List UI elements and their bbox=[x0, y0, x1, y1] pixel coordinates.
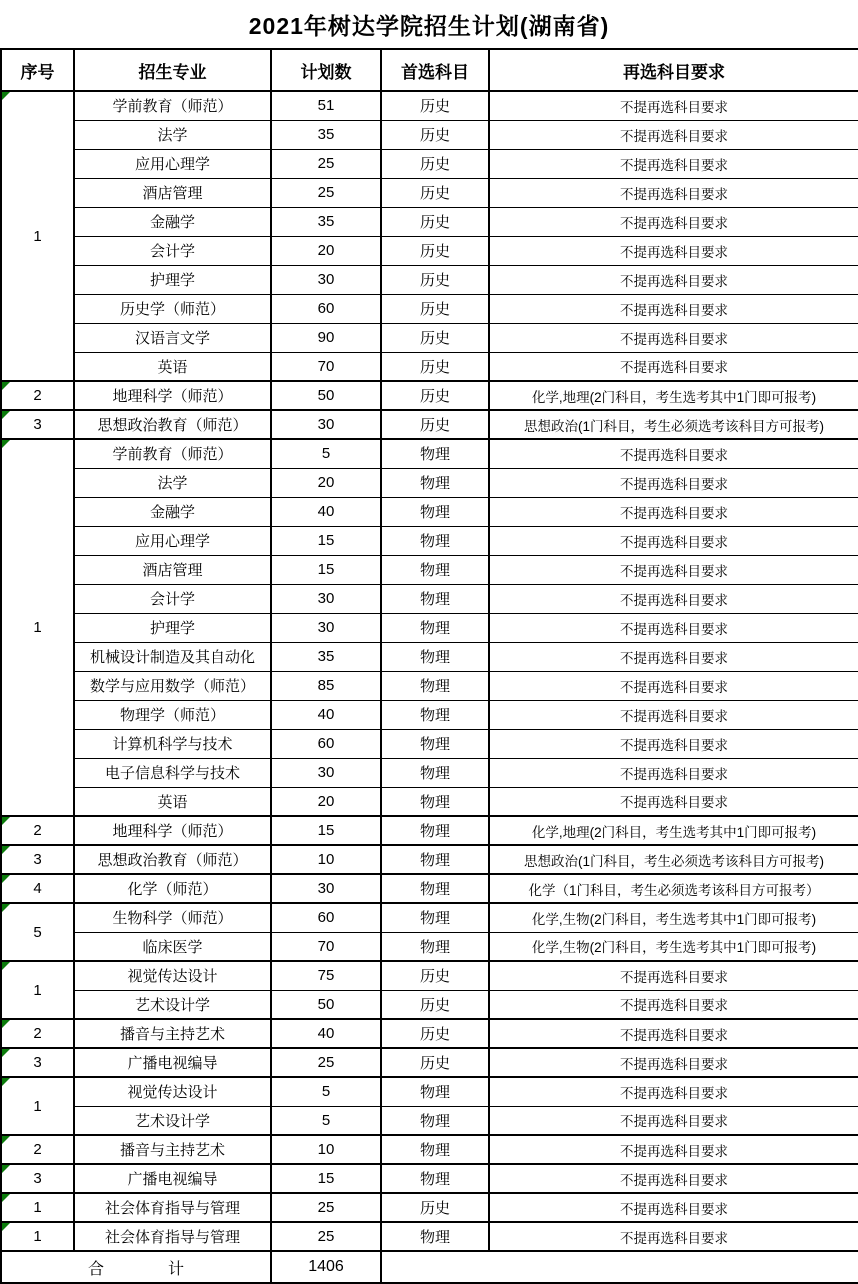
serial-number-cell bbox=[1, 1164, 74, 1193]
first-subject-cell: 物理 bbox=[381, 1077, 489, 1106]
table-row bbox=[1, 497, 858, 526]
total-label-cell: 合 计 bbox=[1, 1251, 271, 1283]
plan-count-cell: 40 bbox=[271, 1019, 381, 1048]
serial-number-cell bbox=[1, 381, 74, 410]
plan-count-cell: 25 bbox=[271, 1193, 381, 1222]
total-value-cell: 1406 bbox=[271, 1251, 381, 1283]
table-row bbox=[1, 816, 858, 845]
first-subject-cell: 物理 bbox=[381, 845, 489, 874]
serial-number: 1 bbox=[33, 1097, 42, 1115]
header-major: 招生专业 bbox=[74, 49, 271, 91]
table-row bbox=[1, 468, 858, 497]
first-subject-cell: 历史 bbox=[381, 91, 489, 120]
requirement-cell: 不提再选科目要求 bbox=[489, 1135, 858, 1164]
plan-count-cell: 35 bbox=[271, 120, 381, 149]
serial-number-cell bbox=[1, 1193, 74, 1222]
requirement-cell: 不提再选科目要求 bbox=[489, 207, 858, 236]
table-row bbox=[1, 671, 858, 700]
plan-count-cell: 10 bbox=[271, 845, 381, 874]
table-row bbox=[1, 903, 858, 932]
first-subject-cell: 物理 bbox=[381, 787, 489, 816]
major-cell: 应用心理学 bbox=[74, 526, 271, 555]
plan-count-cell: 70 bbox=[271, 352, 381, 381]
major-cell: 思想政治教育（师范） bbox=[74, 410, 271, 439]
first-subject-cell: 物理 bbox=[381, 584, 489, 613]
serial-number-cell bbox=[1, 903, 74, 961]
plan-count-cell: 25 bbox=[271, 178, 381, 207]
header-plan-count: 计划数 bbox=[271, 49, 381, 91]
serial-number-cell bbox=[1, 410, 74, 439]
total-row bbox=[1, 1251, 858, 1283]
first-subject-cell: 历史 bbox=[381, 961, 489, 990]
major-cell: 地理科学（师范） bbox=[74, 381, 271, 410]
requirement-cell: 不提再选科目要求 bbox=[489, 1106, 858, 1135]
requirement-cell: 化学,地理(2门科目，考生选考其中1门即可报考) bbox=[489, 816, 858, 845]
serial-number: 3 bbox=[33, 1170, 42, 1187]
green-triangle-icon bbox=[2, 1165, 10, 1173]
serial-number: 2 bbox=[33, 387, 42, 404]
plan-count-cell: 35 bbox=[271, 642, 381, 671]
table-row bbox=[1, 845, 858, 874]
requirement-cell: 不提再选科目要求 bbox=[489, 1164, 858, 1193]
first-subject-cell: 物理 bbox=[381, 1106, 489, 1135]
requirement-cell: 思想政治(1门科目，考生必须选考该科目方可报考) bbox=[489, 410, 858, 439]
green-triangle-icon bbox=[2, 411, 10, 419]
serial-number: 2 bbox=[33, 1141, 42, 1158]
first-subject-cell: 历史 bbox=[381, 294, 489, 323]
table-row bbox=[1, 555, 858, 584]
green-triangle-icon bbox=[2, 1223, 10, 1231]
requirement-cell: 不提再选科目要求 bbox=[489, 729, 858, 758]
major-cell: 艺术设计学 bbox=[74, 1106, 271, 1135]
first-subject-cell: 物理 bbox=[381, 468, 489, 497]
serial-number: 2 bbox=[33, 822, 42, 839]
first-subject-cell: 物理 bbox=[381, 497, 489, 526]
requirement-cell: 不提再选科目要求 bbox=[489, 1048, 858, 1077]
serial-number: 1 bbox=[33, 619, 42, 636]
first-subject-cell: 历史 bbox=[381, 120, 489, 149]
major-cell: 法学 bbox=[74, 468, 271, 497]
plan-count-cell: 40 bbox=[271, 497, 381, 526]
green-triangle-icon bbox=[2, 875, 10, 883]
major-cell: 英语 bbox=[74, 787, 271, 816]
table-row bbox=[1, 613, 858, 642]
plan-count-cell: 75 bbox=[271, 961, 381, 990]
first-subject-cell: 历史 bbox=[381, 1193, 489, 1222]
serial-number: 3 bbox=[33, 851, 42, 868]
requirement-cell: 不提再选科目要求 bbox=[489, 439, 858, 468]
requirement-cell: 不提再选科目要求 bbox=[489, 120, 858, 149]
major-cell: 物理学（师范） bbox=[74, 700, 271, 729]
plan-count-cell: 5 bbox=[271, 1106, 381, 1135]
table-row bbox=[1, 352, 858, 381]
serial-number-cell bbox=[1, 91, 74, 381]
requirement-cell: 不提再选科目要求 bbox=[489, 1019, 858, 1048]
first-subject-cell: 物理 bbox=[381, 1164, 489, 1193]
requirement-cell: 不提再选科目要求 bbox=[489, 178, 858, 207]
plan-count-cell: 70 bbox=[271, 932, 381, 961]
major-cell: 酒店管理 bbox=[74, 178, 271, 207]
first-subject-cell: 物理 bbox=[381, 526, 489, 555]
first-subject-cell: 历史 bbox=[381, 381, 489, 410]
requirement-cell: 不提再选科目要求 bbox=[489, 91, 858, 120]
plan-count-cell: 85 bbox=[271, 671, 381, 700]
requirement-cell: 不提再选科目要求 bbox=[489, 584, 858, 613]
green-triangle-icon bbox=[2, 817, 10, 825]
requirement-cell: 不提再选科目要求 bbox=[489, 700, 858, 729]
major-cell: 护理学 bbox=[74, 265, 271, 294]
plan-count-cell: 15 bbox=[271, 555, 381, 584]
major-cell: 地理科学（师范） bbox=[74, 816, 271, 845]
table-row bbox=[1, 700, 858, 729]
table-row bbox=[1, 294, 858, 323]
table-row bbox=[1, 381, 858, 410]
header-first-subject: 首选科目 bbox=[381, 49, 489, 91]
major-cell: 社会体育指导与管理 bbox=[74, 1222, 271, 1251]
plan-count-cell: 25 bbox=[271, 1048, 381, 1077]
green-triangle-icon bbox=[2, 846, 10, 854]
table-row bbox=[1, 1164, 858, 1193]
table-row bbox=[1, 410, 858, 439]
major-cell: 酒店管理 bbox=[74, 555, 271, 584]
table-row bbox=[1, 961, 858, 990]
requirement-cell: 不提再选科目要求 bbox=[489, 265, 858, 294]
plan-count-cell: 25 bbox=[271, 1222, 381, 1251]
major-cell: 会计学 bbox=[74, 236, 271, 265]
plan-count-cell: 35 bbox=[271, 207, 381, 236]
green-triangle-icon bbox=[2, 904, 10, 912]
serial-number: 3 bbox=[33, 1054, 42, 1071]
requirement-cell: 不提再选科目要求 bbox=[489, 758, 858, 787]
first-subject-cell: 历史 bbox=[381, 1019, 489, 1048]
plan-count-cell: 10 bbox=[271, 1135, 381, 1164]
requirement-cell: 不提再选科目要求 bbox=[489, 555, 858, 584]
plan-count-cell: 15 bbox=[271, 526, 381, 555]
major-cell: 金融学 bbox=[74, 207, 271, 236]
major-cell: 汉语言文学 bbox=[74, 323, 271, 352]
first-subject-cell: 物理 bbox=[381, 700, 489, 729]
green-triangle-icon bbox=[2, 962, 10, 970]
plan-count-cell: 30 bbox=[271, 584, 381, 613]
plan-count-cell: 50 bbox=[271, 990, 381, 1019]
plan-count-cell: 30 bbox=[271, 265, 381, 294]
serial-number-cell bbox=[1, 845, 74, 874]
first-subject-cell: 物理 bbox=[381, 932, 489, 961]
first-subject-cell: 物理 bbox=[381, 1135, 489, 1164]
serial-number: 1 bbox=[33, 1228, 42, 1245]
serial-number-cell bbox=[1, 1222, 74, 1251]
requirement-cell: 不提再选科目要求 bbox=[489, 787, 858, 816]
plan-count-cell: 60 bbox=[271, 294, 381, 323]
requirement-cell: 不提再选科目要求 bbox=[489, 642, 858, 671]
requirement-cell: 化学,生物(2门科目，考生选考其中1门即可报考) bbox=[489, 932, 858, 961]
first-subject-cell: 物理 bbox=[381, 874, 489, 903]
table-row bbox=[1, 729, 858, 758]
plan-count-cell: 20 bbox=[271, 787, 381, 816]
table-row bbox=[1, 932, 858, 961]
major-cell: 视觉传达设计 bbox=[74, 1077, 271, 1106]
green-triangle-icon bbox=[2, 1078, 10, 1086]
requirement-cell: 不提再选科目要求 bbox=[489, 1222, 858, 1251]
table-footer bbox=[1, 1251, 858, 1283]
serial-number: 5 bbox=[33, 923, 42, 941]
major-cell: 会计学 bbox=[74, 584, 271, 613]
requirement-cell: 不提再选科目要求 bbox=[489, 149, 858, 178]
major-cell: 思想政治教育（师范） bbox=[74, 845, 271, 874]
table-row bbox=[1, 207, 858, 236]
table-row bbox=[1, 1048, 858, 1077]
first-subject-cell: 历史 bbox=[381, 323, 489, 352]
requirement-cell: 化学（1门科目，考生必须选考该科目方可报考） bbox=[489, 874, 858, 903]
plan-count-cell: 20 bbox=[271, 236, 381, 265]
requirement-cell: 思想政治(1门科目，考生必须选考该科目方可报考) bbox=[489, 845, 858, 874]
first-subject-cell: 历史 bbox=[381, 410, 489, 439]
serial-number: 1 bbox=[33, 981, 42, 999]
total-empty-cell bbox=[381, 1251, 858, 1283]
plan-count-cell: 30 bbox=[271, 874, 381, 903]
serial-number-cell bbox=[1, 961, 74, 1019]
plan-count-cell: 5 bbox=[271, 439, 381, 468]
page-title: 2021年树达学院招生计划(湖南省) bbox=[248, 12, 610, 39]
major-cell: 英语 bbox=[74, 352, 271, 381]
requirement-cell: 不提再选科目要求 bbox=[489, 468, 858, 497]
major-cell: 数学与应用数学（师范） bbox=[74, 671, 271, 700]
table-row bbox=[1, 323, 858, 352]
green-triangle-icon bbox=[2, 1049, 10, 1057]
major-cell: 社会体育指导与管理 bbox=[74, 1193, 271, 1222]
first-subject-cell: 历史 bbox=[381, 149, 489, 178]
requirement-cell: 不提再选科目要求 bbox=[489, 294, 858, 323]
table-body bbox=[1, 91, 858, 1251]
serial-number: 1 bbox=[33, 227, 42, 245]
major-cell: 艺术设计学 bbox=[74, 990, 271, 1019]
table-row bbox=[1, 178, 858, 207]
plan-count-cell: 90 bbox=[271, 323, 381, 352]
table-row bbox=[1, 1135, 858, 1164]
table-row bbox=[1, 1077, 858, 1106]
requirement-cell: 不提再选科目要求 bbox=[489, 671, 858, 700]
serial-number: 4 bbox=[33, 880, 42, 897]
first-subject-cell: 物理 bbox=[381, 642, 489, 671]
major-cell: 化学（师范） bbox=[74, 874, 271, 903]
major-cell: 视觉传达设计 bbox=[74, 961, 271, 990]
first-subject-cell: 物理 bbox=[381, 613, 489, 642]
enrollment-table bbox=[0, 48, 858, 1284]
plan-count-cell: 40 bbox=[271, 700, 381, 729]
plan-count-cell: 30 bbox=[271, 758, 381, 787]
major-cell: 应用心理学 bbox=[74, 149, 271, 178]
major-cell: 计算机科学与技术 bbox=[74, 729, 271, 758]
serial-number-cell bbox=[1, 1048, 74, 1077]
green-triangle-icon bbox=[2, 92, 10, 100]
table-row bbox=[1, 120, 858, 149]
serial-number: 1 bbox=[33, 1199, 42, 1216]
header-reselect-requirement: 再选科目要求 bbox=[489, 49, 858, 91]
header-row bbox=[1, 49, 858, 91]
serial-number-cell bbox=[1, 1135, 74, 1164]
green-triangle-icon bbox=[2, 440, 10, 448]
plan-count-cell: 30 bbox=[271, 613, 381, 642]
plan-count-cell: 50 bbox=[271, 381, 381, 410]
requirement-cell: 不提再选科目要求 bbox=[489, 1193, 858, 1222]
first-subject-cell: 物理 bbox=[381, 758, 489, 787]
major-cell: 学前教育（师范） bbox=[74, 91, 271, 120]
major-cell: 护理学 bbox=[74, 613, 271, 642]
major-cell: 机械设计制造及其自动化 bbox=[74, 642, 271, 671]
green-triangle-icon bbox=[2, 1136, 10, 1144]
table-row bbox=[1, 642, 858, 671]
requirement-cell: 化学,地理(2门科目，考生选考其中1门即可报考) bbox=[489, 381, 858, 410]
serial-number-cell bbox=[1, 1077, 74, 1135]
table-row bbox=[1, 787, 858, 816]
green-triangle-icon bbox=[2, 1194, 10, 1202]
requirement-cell: 不提再选科目要求 bbox=[489, 1077, 858, 1106]
table-row bbox=[1, 526, 858, 555]
requirement-cell: 不提再选科目要求 bbox=[489, 497, 858, 526]
first-subject-cell: 历史 bbox=[381, 236, 489, 265]
table-row bbox=[1, 149, 858, 178]
plan-count-cell: 51 bbox=[271, 91, 381, 120]
first-subject-cell: 物理 bbox=[381, 729, 489, 758]
plan-count-cell: 25 bbox=[271, 149, 381, 178]
major-cell: 金融学 bbox=[74, 497, 271, 526]
major-cell: 广播电视编导 bbox=[74, 1048, 271, 1077]
serial-number-cell bbox=[1, 1019, 74, 1048]
major-cell: 电子信息科学与技术 bbox=[74, 758, 271, 787]
header-serial: 序号 bbox=[1, 49, 74, 91]
first-subject-cell: 物理 bbox=[381, 903, 489, 932]
major-cell: 历史学（师范） bbox=[74, 294, 271, 323]
requirement-cell: 化学,生物(2门科目，考生选考其中1门即可报考) bbox=[489, 903, 858, 932]
first-subject-cell: 历史 bbox=[381, 1048, 489, 1077]
first-subject-cell: 历史 bbox=[381, 178, 489, 207]
first-subject-cell: 物理 bbox=[381, 555, 489, 584]
major-cell: 播音与主持艺术 bbox=[74, 1019, 271, 1048]
requirement-cell: 不提再选科目要求 bbox=[489, 323, 858, 352]
plan-count-cell: 15 bbox=[271, 816, 381, 845]
requirement-cell: 不提再选科目要求 bbox=[489, 236, 858, 265]
first-subject-cell: 历史 bbox=[381, 990, 489, 1019]
serial-number: 2 bbox=[33, 1025, 42, 1042]
table-row bbox=[1, 758, 858, 787]
major-cell: 播音与主持艺术 bbox=[74, 1135, 271, 1164]
first-subject-cell: 历史 bbox=[381, 352, 489, 381]
table-row bbox=[1, 439, 858, 468]
first-subject-cell: 物理 bbox=[381, 671, 489, 700]
green-triangle-icon bbox=[2, 382, 10, 390]
plan-count-cell: 30 bbox=[271, 410, 381, 439]
first-subject-cell: 历史 bbox=[381, 207, 489, 236]
major-cell: 生物科学（师范） bbox=[74, 903, 271, 932]
requirement-cell: 不提再选科目要求 bbox=[489, 526, 858, 555]
requirement-cell: 不提再选科目要求 bbox=[489, 613, 858, 642]
major-cell: 临床医学 bbox=[74, 932, 271, 961]
table-row bbox=[1, 265, 858, 294]
table-row bbox=[1, 874, 858, 903]
plan-count-cell: 15 bbox=[271, 1164, 381, 1193]
first-subject-cell: 物理 bbox=[381, 816, 489, 845]
serial-number-cell bbox=[1, 816, 74, 845]
serial-number: 3 bbox=[33, 416, 42, 433]
table-row bbox=[1, 990, 858, 1019]
major-cell: 法学 bbox=[74, 120, 271, 149]
first-subject-cell: 物理 bbox=[381, 439, 489, 468]
serial-number-cell bbox=[1, 439, 74, 816]
requirement-cell: 不提再选科目要求 bbox=[489, 961, 858, 990]
first-subject-cell: 物理 bbox=[381, 1222, 489, 1251]
serial-number-cell bbox=[1, 874, 74, 903]
table-row bbox=[1, 1193, 858, 1222]
plan-count-cell: 5 bbox=[271, 1077, 381, 1106]
table-row bbox=[1, 91, 858, 120]
table-row bbox=[1, 1019, 858, 1048]
plan-count-cell: 60 bbox=[271, 729, 381, 758]
table-row bbox=[1, 584, 858, 613]
table-header bbox=[1, 49, 858, 91]
requirement-cell: 不提再选科目要求 bbox=[489, 990, 858, 1019]
plan-count-cell: 60 bbox=[271, 903, 381, 932]
table-row bbox=[1, 236, 858, 265]
plan-count-cell: 20 bbox=[271, 468, 381, 497]
green-triangle-icon bbox=[2, 1020, 10, 1028]
requirement-cell: 不提再选科目要求 bbox=[489, 352, 858, 381]
major-cell: 学前教育（师范） bbox=[74, 439, 271, 468]
first-subject-cell: 历史 bbox=[381, 265, 489, 294]
table-row bbox=[1, 1106, 858, 1135]
table-row bbox=[1, 1222, 858, 1251]
major-cell: 广播电视编导 bbox=[74, 1164, 271, 1193]
